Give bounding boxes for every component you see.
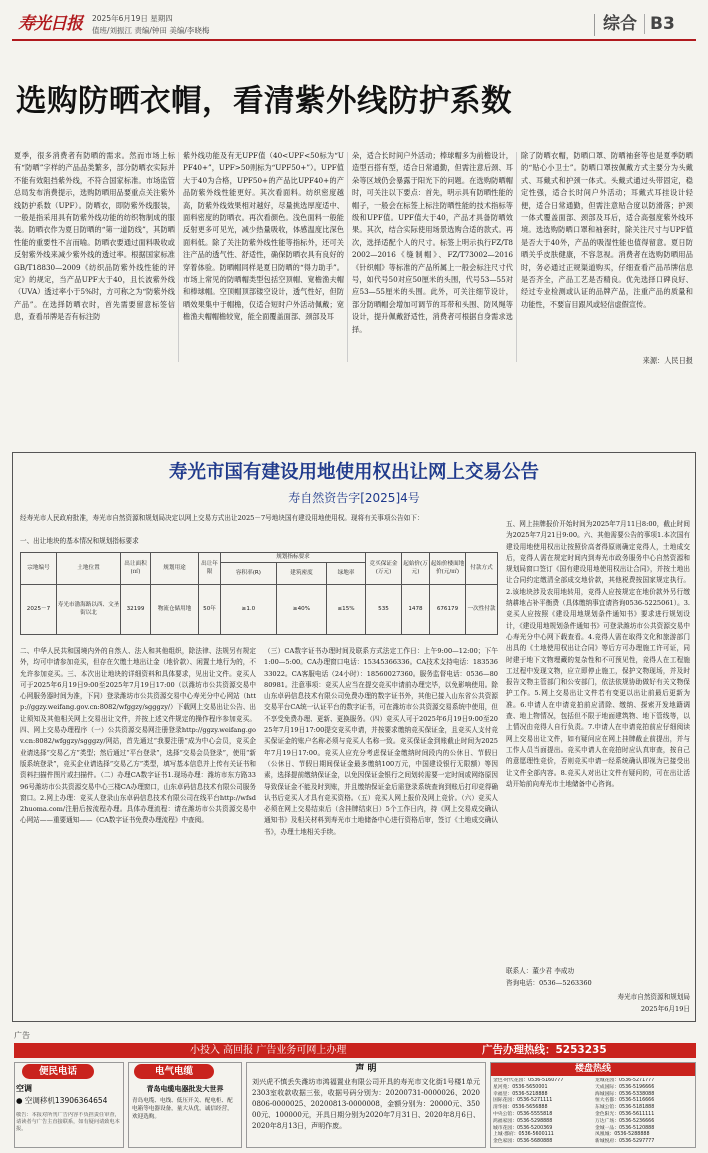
issue-date: 2025年6月19日 星期四 (92, 14, 173, 23)
editor-line: 值班/刘振江 责编/钟田 美编/李晓梅 (92, 26, 210, 35)
list-item: 幸福里：0536-5218888 (493, 1091, 548, 1097)
ad-sub-convenience: 空调 (16, 1084, 32, 1093)
list-item: 龙城花园：0536-5271777 (595, 1078, 655, 1083)
table-header: 起始价楼面地价(元/㎡) (430, 553, 466, 585)
table-header: 绿地率 (327, 563, 366, 585)
list-item: 金色家园：0536-5680888 (493, 1139, 553, 1145)
notice-title: 寿光市国有建设用地使用权出让网上交易公告 (168, 462, 539, 483)
article-column-2: 紫外线功能及有无UPF值（40<UPF<50标为“UPF40+”，UPF>50则标为“UPF50+”）。UPF值大于40为合格，UPF50+的产品比UPF40+的产品防紫外线性能更好。其次看面料。纺织密度越高，防紫外线效果相对越好，尽量挑选厚度适中、面料密度的防晒衣。再次看颜色。浅色面料一般能反射更多可见光，减少热量吸收，体感温度比深色面料低。除了关注防紫外线性能等指标外，还可关注产品的透气性、舒适性，确保防晒衣具有良好的穿着体验。防晒帽同样是夏日防晒的“得力助手”。市场上常见的防晒帽类型包括空顶帽、宽檐渔夫帽和棒球帽。空顶帽顶部镂空设计，透气性好，但防晒效果集中于帽檐，仅适合短时户外活动佩戴；宽檐渔夫帽帽檐较宽，能全面覆盖面部、颈部及耳 (183, 151, 344, 322)
list-item: 星河苑：0536-5650001 (493, 1084, 548, 1090)
table-cell: 寿光市渤海路以西、文圣街以北 (57, 585, 121, 635)
notice-number: 寿自然资告字[2025]4号 (288, 491, 420, 505)
table-header: 土地位置 (57, 553, 121, 585)
statement-title: 声 明 (355, 1064, 377, 1074)
notice-middle-column: （三）CA数字证书办理时间及联系方式法定工作日：上午9:00—12:00；下午1:00—5:00。CA办理窗口电话：15345366336。CA技术支持电话：18353633022。CA客服电话（24小时）：18560027360。服务监督电话：0536—8080981。注意事项：竞买人应当在提交竞买申请前办理完毕，以免影响使用。除山东卓码信息技术有限公司免费办理的数字证书外，其他已接入山东省公共资源交易平台CA统一认证平台的数字证书，可在潍坊市公共资源交易系统中使用，但不享受免费办理、更新、更换服务。（四）竞买人可于2025年6月19日9:00至2025年7月19日17:00提交竞买申请，并按要求缴纳竞买保证金，且竞买人支付竞买保证金的账户名称必须与竞买人名称一致。竞买保证金到账截止时间为2025年7月19日17:00。竞买人应充分考虑保证金缴纳时间段内的公休日、节假日（公休日、节假日期间保证金最多缴纳100万元，中国建设银行无限额）等因素，选择提前缴纳保证金，以免因保证金银行之间划转需要一定时间或网络原因导致保证金不能及时到账，并且缴纳保证金后需登录系统查询到账后打印竞得确认书后竞买人才具有竞买资格。（五）竞买人网上报价及网上竞价。（六）竞买人必须在网上交易结束后（含挂牌结束日）5个工作日内，持《网上交易成交确认通知书》及相关材料到寿光市土地储备中心进行资格后审，签订《土地成交确认书》，办理土地相关手续。 (264, 647, 498, 836)
table-cell: ≥1.0 (221, 585, 277, 635)
list-item: 新城悦府：0536-5297777 (595, 1139, 655, 1145)
list-item: 东城公馆：0536-5181888 (595, 1105, 655, 1111)
table-cell: 50年 (199, 585, 221, 635)
table-header: 起始价(万元) (402, 553, 430, 585)
table-cell: 一次性付款 (466, 585, 498, 635)
list-item: 上城·郡府：0536-5600111 (493, 1132, 554, 1138)
parcel-table (20, 552, 498, 635)
section-separator (644, 14, 645, 34)
notice-issuer: 寿光市自然资源和规划局 (617, 993, 690, 1001)
column-divider (516, 152, 517, 362)
statement-body: 刘兴虎不慎丢失潍坊市鸿福置业有限公司开具的寿光市文化街1号楼1单元2303室收款收据三张，收据号码分别为：20200731-0000026、20200806-0000025、20200813-0000008，金额分别为：20000元、35000元、100000元，开具日期分别为2020年7月31日、2020年8月6日、2020年8月13日，声明作废。 (252, 1078, 480, 1130)
list-item: 金色阳光：0536-5611111 (595, 1111, 655, 1117)
table-header: 容积率(R) (221, 563, 277, 585)
paper-logo: 寿光日报 (18, 14, 82, 34)
list-item: 中央公馆：0536-5555818 (493, 1111, 553, 1117)
table-cell: 物流仓储用地 (151, 585, 199, 635)
table-group-header: 规划指标要求 (221, 553, 366, 563)
article-headline: 选购防晒衣帽，看清紫外线防护系数 (16, 84, 512, 119)
list-item: 金色·时代花园：0536-5160777 (493, 1078, 564, 1083)
table-cell: 2025－7 (21, 585, 57, 635)
table-header: 付款方式 (466, 553, 498, 585)
notice-right-column: 五、网上挂牌报价开始时间为2025年7月11日8:00，截止时间为2025年7月21日9:00。六、其他需要公告的事项1.本次国有建设用地使用权出让按照价高者得原则确定竞得人，土地成交后，竞得人需在规定时间内到寿光市政务服务中心自然资源和规划局窗口签订《国有建设用地使用权出让合同》，并按土地出让合同约定缴清全部成交地价款，其他税费按国家规定执行。2.该地块涉及农用地转用，竞得人应按规定在地价款外另行缴纳耕地占补平衡费（具体缴纳事宜请咨询0536-5225061）。3.竞买人应按照《建设用地规划条件通知书》要求进行规划设计，《建设用地规划条件通知书》可登录潍坊市公共资源交易中心寿光分中心网下载查看。4.竞得人需在取得文化和旅游部门出具的《土地使用权出让合同》等后方可办理施工许可证，同时建于地下文物埋藏的复杂性和不可预见性，竞得人在工程施工过程中发现文物，应立即停止施工，保护文物现场，并及时报告文物主管部门和公安部门，依法依规协助做好有关文物保护工作。5.网上交易出让文件若有变更以出让前最后更新为准。6.申请人在申请竞拍前应清除、缴纳、探索开发地籍调查、地上物情况，包括但不限于地面建筑物、地下管线等，以上情况由竞得人自行负责。7.申请人在申请竞拍前应仔细阅读网上交易出让文件，如有疑问应在网上挂牌截止前提出，并与工作人员当面提出。竞买申请人在竞拍时应认真审查，按自己的意愿理性竞价，否则竞买申请一经系统确认即视为已接受出让文件全部内容。8.竞买人对出让文件有疑问的，可在出让活动开始前向寿光市土地储备中心咨询。 (506, 520, 690, 788)
list-item: 万达广场：0536-5236666 (595, 1118, 655, 1124)
list-item: 恒大名都：0536-5116666 (595, 1098, 655, 1104)
list-item: 城市花园：0536-5200369 (493, 1125, 553, 1131)
article-column-1: 夏季，很多消费者有防晒的需求。然而市场上标有“防晒”字样的产品品类繁多，部分防晒衣实际并不能有效阻挡紫外线，不符合国家标准。市场监管总局发布消费提示，选购防晒用品要重点关注紫外线防护系数（UPF）。防晒衣，即防紫外线服装，一般是指采用具有防紫外线功能的纺织物制成的服装。防晒衣作为夏日防晒的“第一道防线”，其防晒性能的重要性不言而喻。防晒衣要通过面料吸收或反射紫外线来减少紫外线的透过率。根据国家标准GB/T18830—2009《纺织品防紫外线性能的评定》的规定，当产品UPF大于40，且长波紫外线（UVA）透过率小于5%时，方可称之为“防紫外线产品”。在选择防晒衣时，首先需要留意标签信息，查看吊牌是否有标注防 (14, 151, 175, 322)
ad-strip-slogan: 小投入 高回报 广告业务可网上办理 (190, 1045, 347, 1056)
ad-label: 广告 (14, 1031, 30, 1040)
realestate-list (493, 1078, 693, 1146)
ad-hotline: 广告办理热线：5253235 (482, 1044, 607, 1056)
notice-phone: 咨询电话：0536—5263360 (506, 979, 592, 987)
table-header: 出让年限 (199, 553, 221, 585)
header-rule (12, 39, 696, 41)
notice-intro: 经寿光市人民政府批准，寿光市自然资源和规划局决定以网上交易方式出让2025－7号地块国有建设用地使用权。现将有关事项公告如下： (20, 514, 424, 522)
article-column-4: 除了防晒衣帽，防晒口罩、防晒袖套等也是夏季防晒的“贴心小卫士”。防晒口罩按佩戴方式主要分为头戴式、耳戴式和护颈一体式。头戴式通过头带固定，稳定性强，适合长时间户外活动；耳戴式耳挂设计轻便，适合日常通勤，但需注意贴合度以防滑落；护颈一体式覆盖面部、颈部及耳后，适合高强度紫外线环境。选选购防晒口罩和袖套时，除关注尺寸与UPF值是否大于40外，产品的吸湿性能也值得留意。夏日防晒关乎皮肤健康，不容忽视。消费者在选购防晒用品时，务必通过正规渠道购买，仔细查看产品吊牌信息是否齐全，产品工艺是否精良。优先选择口碑良好、经过专业检测或认证的品牌产品，注重产品的质量和功能性，不要盲目跟风或轻信虚假宣传。 (521, 151, 693, 309)
list-item: 海城国际：0536-5338088 (595, 1091, 655, 1097)
list-item: 金城一品：0536-5120888 (595, 1125, 655, 1131)
section-name: 综合 (603, 14, 637, 34)
table-cell: 1478 (402, 585, 430, 635)
header-separator (594, 14, 595, 36)
table-header: 宗地编号 (21, 553, 57, 585)
article-source: 来源：人民日报 (642, 356, 693, 365)
notice-section-1: 一、出让地块的基本情况和规划指标要求 (20, 537, 139, 545)
article-column-3: 朵，适合长时间户外活动；棒球帽多为前檐设计，造型百搭有型，适合日常通勤，但需注意后颈、耳朵等区域仍会暴露于阳光下的问题。在选购防晒帽时，可关注以下要点：首先，明示具有防晒性能的帽子，一般会在标签上标注防晒性能的技术指标等级和UPF值。UPF值大于40，产品才具备防晒效果。其次，结合实际使用场景选购合适的款式。再次，选择适配个人的尺寸。标签上明示执行FZ/T82002—2016《缝制帽》、FZ/T73002—2016《针织帽》等标准的产品所属上一般会标注尺寸代号，如代号50对应50厘米的头围，代号53—55对应53—55厘米的头围。此外，可关注细节设计，部分防晒帽会增加可调节的耳带和头围、防风绳等设计，提升佩戴舒适性，消费者可根据自身需求选择。 (352, 151, 513, 334)
notice-issue-date: 2025年6月19日 (640, 1005, 690, 1013)
list-item: 鸿福家园：0536-5298888 (493, 1118, 553, 1124)
table-cell: 32199 (121, 585, 151, 635)
column-divider (178, 152, 179, 362)
ad-item-aircon: ● 空调移机13906364654 (16, 1096, 108, 1105)
table-header: 规划用途 (151, 553, 199, 585)
table-cell: 676179 (430, 585, 466, 635)
list-item: 凤凰城：0536-5288888 (595, 1132, 650, 1138)
ad-disclaimer: 敬告：本报对所刊广告内容不负担责任审查，请读者与广告主直接联系，如有疑问请致电本报。 (16, 1112, 120, 1132)
table-cell: ≤15% (327, 585, 366, 635)
table-cell: ≥40% (276, 585, 326, 635)
ad-title-cable: 电气电缆 (134, 1064, 214, 1079)
list-item: 清华园：0536-5656888 (493, 1105, 548, 1111)
ad-sub-cable: 青岛电缆电器批发大世界 (146, 1085, 224, 1093)
notice-left-column: 二、中华人民共和国境内外的自然人、法人和其他组织，除法律、法规另有规定外，均可申请参加竞买，但存在欠缴土地出让金（地价款）、闲置土地行为的，不允许参加竞买。三、本次出让地块的详细资料和具体要求，见出让文件。竞买人可于2025年6月19日9:00至2025年7月19日17:00（以潍坊市公共资源交易中心网服务器时间为准，下同）登录潍坊市公共资源交易中心寿光分中心网站（http://ggzy.weifang.gov.cn:8082/wfggzy/sgggzy/）下载网上交易出让公告、出让须知及其他相关网上交易出让文件，并按上述文件规定的操作程序参加竞买。四、网上交易办理程序（一）公共资源交易网注册登录http://ggzy.weifang.gov.cn:8082/wfggzy/sgggzy/网站，首先通过“我要注册”成为中心会员，竞买企业请选择“交易乙方”类型；然后通过“平台登录”，选择“交易会员登录”，使用“新版系统登录”，竞买企业请选择“交易乙方”类型，填写基本信息并上传有关证书和资料扫描件图片或扫描件。（二）办理CA数字证书1.现场办理：潍坊市东方路3396号潍坊市公共资源交易中心三楼CA办理窗口，山东卓码信息技术有限公司服务窗口。2.网上办理：竞买人登录山东卓码信息技术有限公司在线平台http://wfsd2huoma.com/注册后按流程办理。具体办理流程：请在潍坊市公共资源交易中心网站——重要通知——《CA数字证书免费办理流程》中查阅。 (20, 647, 256, 825)
notice-contacts: 联系人：董少君 李成功 (506, 967, 575, 975)
table-header: 竞买保证金(万元) (366, 553, 402, 585)
list-item: 国际花园：0536-5271111 (493, 1098, 553, 1104)
table-cell: 535 (366, 585, 402, 635)
page-number: B3 (650, 14, 675, 34)
ad-body-cable: 青岛电缆、电线、低压开关、配电柜、配电箱等电器设备，量大从优，诚信经营，欢迎选购。 (132, 1098, 233, 1120)
table-header: 出让面积(㎡) (121, 553, 151, 585)
table-header: 建筑密度 (276, 563, 326, 585)
ad-title-convenience: 便民电话 (22, 1064, 94, 1079)
list-item: 天成国际：0536-5196666 (595, 1084, 655, 1090)
ad-title-realestate: 楼盘热线 (491, 1063, 695, 1076)
table-row (21, 585, 498, 635)
column-divider (347, 152, 348, 362)
